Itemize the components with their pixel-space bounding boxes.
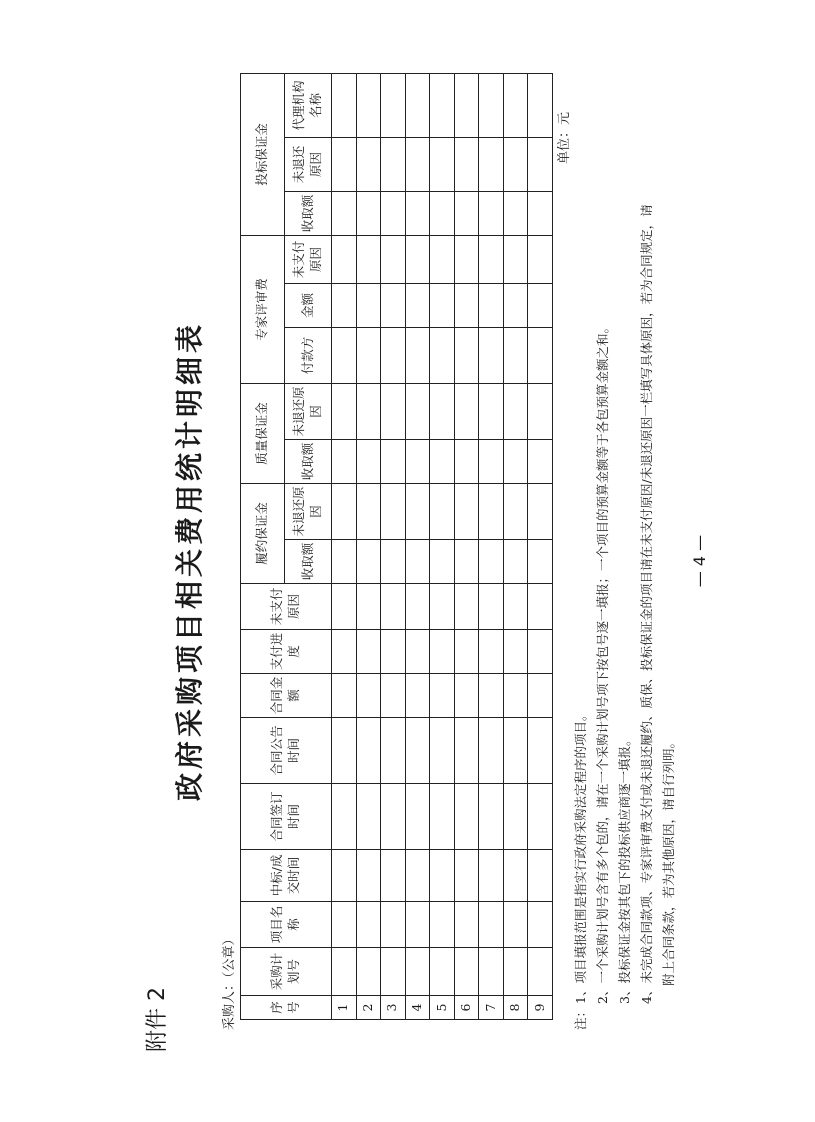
table-cell bbox=[356, 948, 381, 996]
header-bid-deposit: 投标保证金 bbox=[241, 73, 285, 235]
note-item bbox=[636, 50, 658, 1030]
table-cell bbox=[332, 327, 357, 383]
table-cell bbox=[332, 674, 357, 718]
table-cell bbox=[332, 718, 357, 784]
table-cell bbox=[454, 948, 479, 996]
table-header-row-1 bbox=[241, 73, 285, 1019]
table-cell bbox=[356, 283, 381, 327]
table-cell bbox=[528, 674, 553, 718]
table-row bbox=[405, 73, 430, 1019]
table-cell bbox=[454, 283, 479, 327]
table-cell bbox=[405, 948, 430, 996]
table-cell bbox=[381, 327, 406, 383]
table-cell bbox=[332, 235, 357, 283]
table-body bbox=[332, 73, 553, 1019]
table-cell bbox=[430, 73, 455, 137]
table-row bbox=[528, 73, 553, 1019]
table-cell bbox=[332, 902, 357, 948]
table-cell bbox=[332, 850, 357, 902]
table-cell bbox=[430, 850, 455, 902]
table-cell bbox=[528, 283, 553, 327]
table-cell bbox=[528, 948, 553, 996]
table-cell bbox=[405, 235, 430, 283]
table-cell bbox=[381, 850, 406, 902]
table-cell bbox=[503, 235, 528, 283]
header-contract-sign-time: 合同签订时间 bbox=[241, 784, 332, 850]
header-contract-announce-time: 合同公告时间 bbox=[241, 718, 332, 784]
table-cell bbox=[454, 584, 479, 630]
table-cell bbox=[454, 191, 479, 235]
header-payment-progress: 支付进度 bbox=[241, 630, 332, 674]
page-title: 政府采购项目相关费用统计明细表 bbox=[173, 321, 206, 802]
table-cell bbox=[479, 584, 504, 630]
table-cell bbox=[528, 850, 553, 902]
table-cell bbox=[356, 718, 381, 784]
table-cell bbox=[430, 191, 455, 235]
table-cell bbox=[430, 383, 455, 439]
table-cell bbox=[454, 674, 479, 718]
table-cell bbox=[503, 630, 528, 674]
table-row bbox=[454, 73, 479, 1019]
unit-label: 单位：元 bbox=[557, 111, 572, 164]
table-cell bbox=[381, 718, 406, 784]
table-cell bbox=[332, 191, 357, 235]
table-cell bbox=[479, 674, 504, 718]
table-cell bbox=[430, 327, 455, 383]
table-cell bbox=[503, 73, 528, 137]
table-cell bbox=[503, 902, 528, 948]
table-cell bbox=[479, 850, 504, 902]
table-cell bbox=[503, 191, 528, 235]
table-cell bbox=[381, 439, 406, 483]
table-cell bbox=[332, 137, 357, 191]
table-cell bbox=[503, 674, 528, 718]
notes-prefix: 注： bbox=[573, 1004, 588, 1030]
table-cell bbox=[503, 784, 528, 850]
table-cell bbox=[528, 902, 553, 948]
note-item bbox=[570, 50, 592, 1030]
row-number: 4 bbox=[405, 996, 430, 1020]
note-text: 2、一个采购计划号含有多个包的，请在一个采购计划号项下按包号逐一填报；一个项目的预算金额等于各包预算金额之和。 bbox=[595, 321, 610, 1004]
table-cell bbox=[381, 948, 406, 996]
row-number: 2 bbox=[356, 996, 381, 1020]
table-cell bbox=[528, 327, 553, 383]
table-cell bbox=[479, 784, 504, 850]
note-continuation: 附上合同条款，若为其他原因，请自行列明。 bbox=[661, 735, 676, 986]
header-expert-unpaid-reason: 未支付原因 bbox=[285, 235, 332, 283]
table-cell bbox=[454, 630, 479, 674]
table-cell bbox=[332, 439, 357, 483]
table-cell bbox=[405, 439, 430, 483]
table-cell bbox=[430, 948, 455, 996]
header-unpaid-reason: 未支付原因 bbox=[241, 584, 332, 630]
table-cell bbox=[381, 383, 406, 439]
row-number: 6 bbox=[454, 996, 479, 1020]
table-cell bbox=[503, 383, 528, 439]
table-cell bbox=[528, 439, 553, 483]
table-cell bbox=[479, 283, 504, 327]
table-cell bbox=[503, 439, 528, 483]
table-cell bbox=[405, 73, 430, 137]
header-expert-amount: 金额 bbox=[285, 283, 332, 327]
table-cell bbox=[356, 191, 381, 235]
header-expert-fee: 专家评审费 bbox=[241, 235, 285, 383]
table-cell bbox=[356, 584, 381, 630]
header-project-name: 项目名称 bbox=[241, 902, 332, 948]
table-cell bbox=[332, 483, 357, 539]
table-cell bbox=[479, 235, 504, 283]
header-plan-no: 采购计划号 bbox=[241, 948, 332, 996]
table-cell bbox=[332, 383, 357, 439]
table-cell bbox=[503, 137, 528, 191]
table-cell bbox=[528, 383, 553, 439]
table-cell bbox=[381, 630, 406, 674]
table-cell bbox=[454, 784, 479, 850]
table-cell bbox=[356, 630, 381, 674]
notes-section bbox=[570, 50, 680, 1030]
table-cell bbox=[405, 327, 430, 383]
table-cell bbox=[356, 327, 381, 383]
table-cell bbox=[479, 630, 504, 674]
table-cell bbox=[479, 383, 504, 439]
table-cell bbox=[479, 439, 504, 483]
table-cell bbox=[454, 439, 479, 483]
table-cell bbox=[454, 902, 479, 948]
table-cell bbox=[381, 137, 406, 191]
table-cell bbox=[356, 850, 381, 902]
table-cell bbox=[503, 283, 528, 327]
table-cell bbox=[479, 327, 504, 383]
table-cell bbox=[503, 850, 528, 902]
table-cell bbox=[405, 584, 430, 630]
table-cell bbox=[381, 191, 406, 235]
table-cell bbox=[479, 948, 504, 996]
table-cell bbox=[479, 902, 504, 948]
header-quality-received: 收取额 bbox=[285, 439, 332, 483]
note-text: 1、项目填报范围是指实行政府采购法定程序的项目。 bbox=[573, 708, 588, 1004]
table-cell bbox=[479, 191, 504, 235]
table-cell bbox=[479, 718, 504, 784]
table-cell bbox=[503, 584, 528, 630]
table-cell bbox=[430, 718, 455, 784]
table-cell bbox=[405, 383, 430, 439]
table-cell bbox=[405, 540, 430, 584]
table-cell bbox=[356, 540, 381, 584]
table-cell bbox=[356, 902, 381, 948]
table-cell bbox=[381, 540, 406, 584]
table-cell bbox=[405, 784, 430, 850]
table-cell bbox=[381, 902, 406, 948]
table-cell bbox=[332, 630, 357, 674]
table-cell bbox=[405, 718, 430, 784]
table-cell bbox=[381, 674, 406, 718]
table-cell bbox=[430, 784, 455, 850]
table-cell bbox=[356, 439, 381, 483]
table-cell bbox=[528, 784, 553, 850]
table-cell bbox=[454, 850, 479, 902]
header-award-time: 中标/成交时间 bbox=[241, 850, 332, 902]
table-cell bbox=[454, 73, 479, 137]
table-cell bbox=[430, 540, 455, 584]
table-cell bbox=[528, 191, 553, 235]
table-cell bbox=[332, 948, 357, 996]
table-cell bbox=[356, 235, 381, 283]
table-cell bbox=[430, 584, 455, 630]
table-row bbox=[503, 73, 528, 1019]
table-cell bbox=[332, 540, 357, 584]
table-cell bbox=[479, 540, 504, 584]
header-expert-payer: 付款方 bbox=[285, 327, 332, 383]
table-cell bbox=[454, 718, 479, 784]
table-cell bbox=[503, 327, 528, 383]
table-row bbox=[356, 73, 381, 1019]
table-cell bbox=[381, 235, 406, 283]
table-cell bbox=[405, 137, 430, 191]
table-cell bbox=[430, 137, 455, 191]
table-cell bbox=[405, 191, 430, 235]
table-cell bbox=[381, 584, 406, 630]
table-cell bbox=[381, 283, 406, 327]
table-cell bbox=[479, 483, 504, 539]
row-number: 7 bbox=[479, 996, 504, 1020]
note-text: 4、未完成合同款项、专家评审费支付或未退还履约、质保、投标保证金的项目请在未支付原因/未退还原因一栏填写具体原因，若为合同规定，请 bbox=[639, 204, 654, 1004]
table-cell bbox=[454, 327, 479, 383]
table-cell bbox=[405, 483, 430, 539]
table-cell bbox=[332, 784, 357, 850]
table-cell bbox=[454, 137, 479, 191]
table-cell bbox=[356, 73, 381, 137]
table-cell bbox=[503, 540, 528, 584]
table-cell bbox=[356, 383, 381, 439]
table-row bbox=[332, 73, 357, 1019]
attachment-label: 附件 2 bbox=[145, 987, 170, 1052]
table-cell bbox=[405, 630, 430, 674]
row-number: 8 bbox=[503, 996, 528, 1020]
table-cell bbox=[479, 73, 504, 137]
row-number: 1 bbox=[332, 996, 357, 1020]
table-row bbox=[381, 73, 406, 1019]
purchaser-label: 采购人：（公章） bbox=[222, 932, 237, 1030]
table-cell bbox=[430, 439, 455, 483]
table-cell bbox=[528, 137, 553, 191]
row-number: 9 bbox=[528, 996, 553, 1020]
header-seq: 序号 bbox=[241, 996, 332, 1020]
table-cell bbox=[454, 383, 479, 439]
header-quality-unrefunded-reason: 未退还原因 bbox=[285, 383, 332, 439]
header-contract-amount: 合同金额 bbox=[241, 674, 332, 718]
table-cell bbox=[528, 540, 553, 584]
header-bid-unrefunded-reason: 未退还原因 bbox=[285, 137, 332, 191]
table-cell bbox=[430, 674, 455, 718]
header-bid-received: 收取额 bbox=[285, 191, 332, 235]
note-item bbox=[592, 50, 614, 1030]
table-cell bbox=[528, 483, 553, 539]
table-cell bbox=[430, 902, 455, 948]
table-row bbox=[479, 73, 504, 1019]
table-cell bbox=[528, 718, 553, 784]
table-cell bbox=[405, 283, 430, 327]
table-cell bbox=[356, 137, 381, 191]
row-number: 5 bbox=[430, 996, 455, 1020]
table-cell bbox=[503, 718, 528, 784]
table-cell bbox=[454, 483, 479, 539]
table-cell bbox=[430, 483, 455, 539]
header-quality-deposit: 质量保证金 bbox=[241, 383, 285, 483]
header-performance-deposit: 履约保证金 bbox=[241, 483, 285, 583]
table-cell bbox=[479, 137, 504, 191]
table-cell bbox=[356, 674, 381, 718]
table-cell bbox=[430, 630, 455, 674]
table-cell bbox=[430, 235, 455, 283]
table-cell bbox=[528, 73, 553, 137]
row-number: 3 bbox=[381, 996, 406, 1020]
table-cell bbox=[381, 73, 406, 137]
note-item bbox=[614, 50, 636, 1030]
header-performance-unrefunded-reason: 未退还原因 bbox=[285, 483, 332, 539]
table-row bbox=[430, 73, 455, 1019]
table-cell bbox=[405, 674, 430, 718]
table-cell bbox=[528, 235, 553, 283]
header-agency-name: 代理机构名称 bbox=[285, 73, 332, 137]
table-cell bbox=[528, 584, 553, 630]
table-cell bbox=[405, 902, 430, 948]
table-cell bbox=[454, 540, 479, 584]
fee-statistics-table bbox=[240, 73, 553, 1020]
table-cell bbox=[405, 850, 430, 902]
table-cell bbox=[381, 483, 406, 539]
table-cell bbox=[332, 283, 357, 327]
note-text: 3、投标保证金按其包下的投标供应商逐一填报。 bbox=[617, 733, 632, 1004]
table-cell bbox=[503, 948, 528, 996]
page-number: — 4 — bbox=[690, 534, 709, 588]
table-cell bbox=[332, 73, 357, 137]
table-cell bbox=[332, 584, 357, 630]
table-cell bbox=[381, 784, 406, 850]
table-cell bbox=[430, 283, 455, 327]
table-cell bbox=[356, 483, 381, 539]
header-performance-received: 收取额 bbox=[285, 540, 332, 584]
table-cell bbox=[503, 483, 528, 539]
table-cell bbox=[454, 235, 479, 283]
table-cell bbox=[356, 784, 381, 850]
table-cell bbox=[528, 630, 553, 674]
